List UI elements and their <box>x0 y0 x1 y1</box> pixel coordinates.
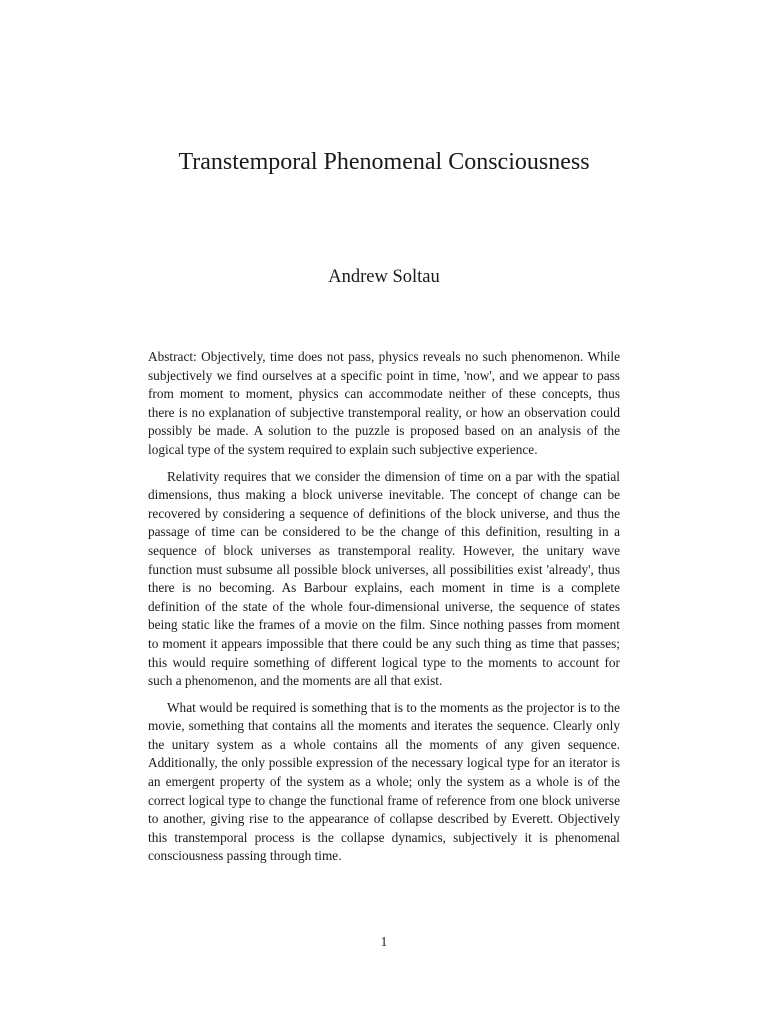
body-paragraph-iterator: What would be required is something that is to the moments as the projector is to the movie, something that contains all the moments and iterates the sequence. Clearly only the unitary system as a whole contains all the moments of any given sequence. Additionally, the only possible expression of the necessary logical type for an iterator is an emergent property of the system as a whole; only the system as a whole is of the correct logical type to change the functional frame of reference from one block universe to another, giving rise to the appearance of collapse described by Everett. Objectively this transtemporal process is the collapse dynamics, subjectively it is phenomenal consciousness passing through time. <box>148 699 620 864</box>
body-text <box>148 348 620 874</box>
body-paragraph-relativity: Relativity requires that we consider the dimension of time on a par with the spatial dimensions, thus making a block universe inevitable. The concept of change can be recovered by considering a sequence of definitions of the block universe, and thus the passage of time can be considered to be the change of this definition, resulting in a sequence of block universes as transtemporal reality. However, the unitary wave function must subsume all possible block universes, all possibilities exist 'already', thus there is no becoming. As Barbour explains, each moment in time is a complete definition of the state of the whole four-dimensional universe, the sequence of states being static like the frames of a movie on the film. Since nothing passes from moment to moment it appears impossible that there could be any such thing as time that passes; this would require something of different logical type to the moments to account for such a phenomenon, and the moments are all that exist. <box>148 468 620 689</box>
page-number: 1 <box>380 934 388 949</box>
author-name: Andrew Soltau <box>328 267 440 287</box>
paper-title: Transtemporal Phenomenal Consciousness <box>178 149 590 175</box>
abstract-paragraph: Abstract: Objectively, time does not pass, physics reveals no such phenomenon. While subjectively we find ourselves at a specific point in time, 'now', and we appear to pass from moment to moment, physics can accommodate neither of these concepts, thus there is no explanation of subjective transtemporal reality, or how an observation could possibly be made. A solution to the puzzle is proposed based on an analysis of the logical type of the system required to explain such subjective experience. <box>148 349 620 457</box>
